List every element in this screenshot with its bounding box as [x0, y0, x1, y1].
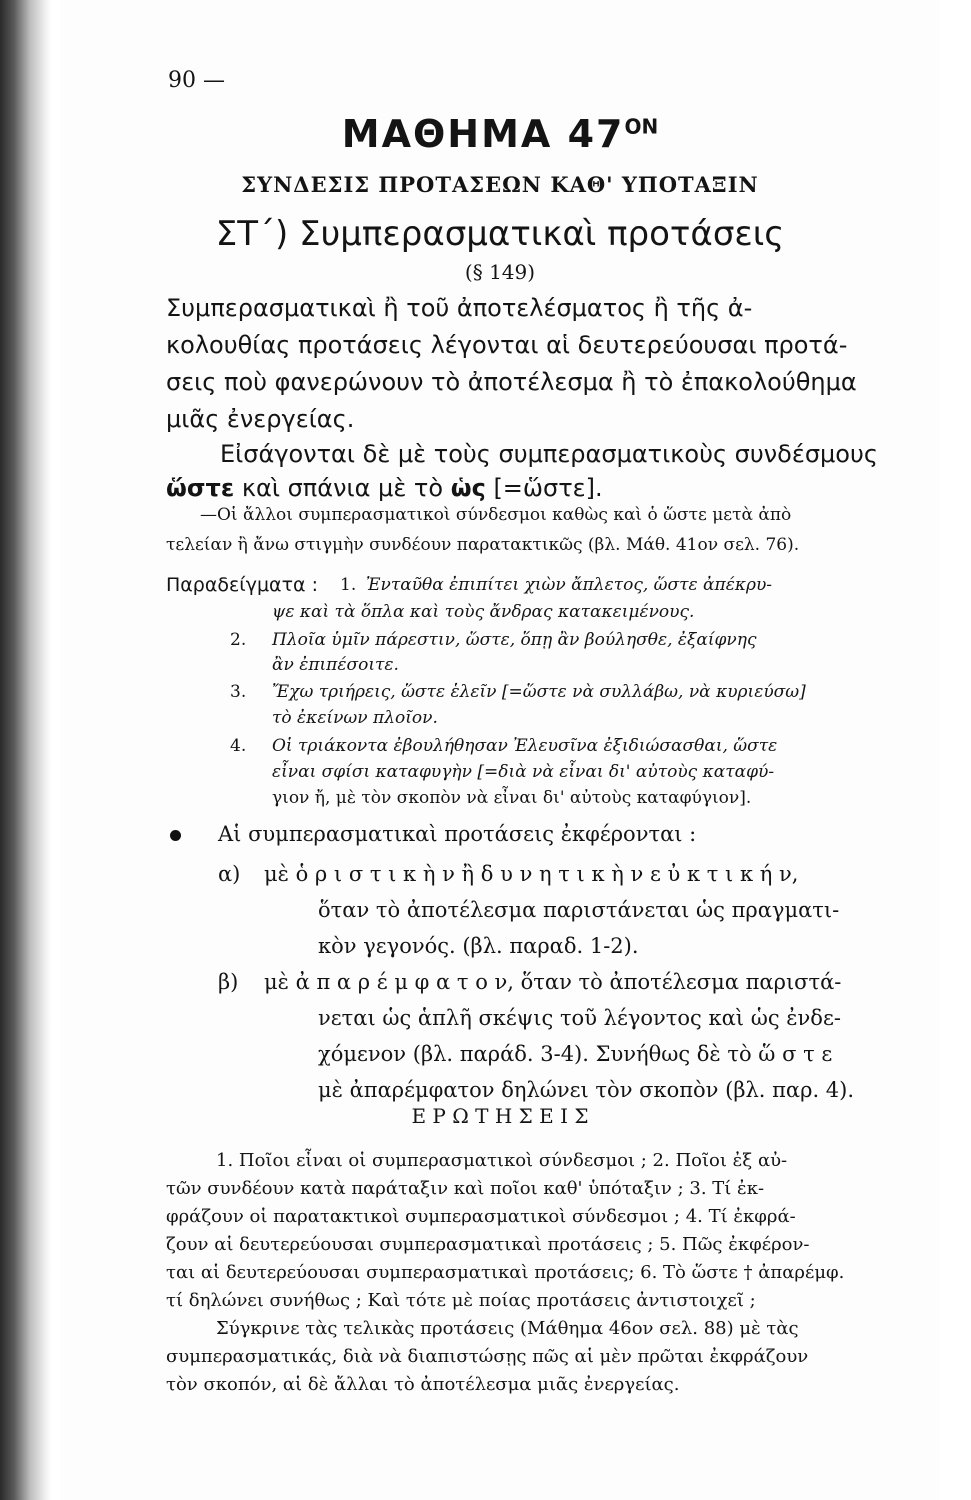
definition-line-4: μιᾶς ἐνεργείας. — [166, 405, 355, 433]
document-page — [60, 0, 940, 1500]
example-4-line-3: γιον ἤ, μὲ τὸν σκοπὸν νὰ εἶναι δι' αὐτοὺς καταφύγιον]. — [272, 788, 752, 808]
intro-line-2-bracket: [=ὥστε]. — [493, 474, 603, 502]
rule-a-line-2: ὅταν τὸ ἀποτέλεσμα παριστάνεται ὡς πραγματι- — [318, 898, 840, 922]
intro-line-1: Εἰσάγονται δὲ μὲ τοὺς συμπερασματικοὺς συνδέσμους — [220, 440, 878, 468]
question-line-7: Σύγκρινε τὰς τελικὰς προτάσεις (Μάθημα 46ον σελ. 88) μὲ τὰς — [216, 1318, 799, 1339]
definition-line-1 — [166, 290, 752, 326]
example-4-line-1: Οἱ τριάκοντα ἐβουλήθησαν Ἐλευσῖνα ἐξιδιώσασθαι, ὥστε — [272, 736, 778, 756]
definition-lead-word: Συμπερασματικαὶ — [166, 294, 376, 322]
rule-b-line-3: χόμενον (βλ. παράδ. 3-4). Συνήθως δὲ τὸ ὥ σ τ ε — [318, 1042, 833, 1066]
question-line-6: τί δηλώνει συνήθως ; Καὶ τότε μὲ ποίας προτάσεις ἀντιστοιχεῖ ; — [166, 1290, 756, 1311]
intro-line-2 — [166, 470, 603, 506]
example-3-line-2: τὸ ἐκείνων πλοῖον. — [272, 708, 438, 728]
question-line-5: ται αἱ δευτερεύουσαι συμπερασματικαὶ προτάσεις; 6. Τὸ ὥστε † ἀπαρέμφ. — [166, 1262, 845, 1283]
example-3-line-1: Ἔχω τριήρεις, ὥστε ἑλεῖν [=ὥστε νὰ συλλάβω, νὰ κυριεύσω] — [272, 682, 806, 702]
rule-a-label: α) — [218, 862, 241, 886]
page-binding-shadow — [0, 0, 52, 1500]
example-1-number: 1. — [340, 575, 357, 595]
rule-a-line-3: κὸν γεγονός. (βλ. παραδ. 1-2). — [318, 934, 639, 958]
lesson-title-superscript: ΟΝ — [624, 114, 659, 139]
example-1-line-2: ψε καὶ τὰ ὅπλα καὶ τοὺς ἄνδρας κατακειμένους. — [272, 602, 695, 622]
rule-a-line-1: μὲ ὁ ρ ι σ τ ι κ ὴ ν ἢ δ υ ν η τ ι κ ὴ ν ε ὐ κ τ ι κ ή ν, — [264, 862, 799, 886]
note-line-1: —Οἱ ἄλλοι συμπερασματικοὶ σύνδεσμοι καθὼς καὶ ὁ ὥστε μετὰ ἀπὸ — [200, 505, 792, 525]
questions-title: Ε Ρ Ω Τ Η Σ Ε Ι Σ — [411, 1104, 589, 1128]
page-number: 90 — — [168, 68, 225, 93]
rule-b-line-2: νεται ὡς ἁπλῆ σκέψις τοῦ λέγοντος καὶ ὡς ἐνδε- — [318, 1006, 841, 1030]
example-3-number: 3. — [230, 682, 247, 702]
example-2-line-2: ἂν ἐπιπέσοιτε. — [272, 655, 399, 675]
intro-conjunction-hoste: ὥστε — [166, 474, 235, 502]
section-title: ΣΤ΄) Συμπερασματικαὶ προτάσεις — [215, 214, 785, 254]
section-reference: (§ 149) — [464, 260, 536, 284]
question-line-8: συμπερασματικάς, διὰ νὰ διαπιστώσῃς πῶς αἱ μὲν πρῶται ἐκφράζουν — [166, 1346, 809, 1367]
rule-b-label: β) — [218, 970, 239, 994]
example-1-line-1: Ἐνταῦθα ἐπιπίτει χιὼν ἄπλετος, ὥστε ἀπέκρυ- — [366, 575, 773, 595]
examples-label: Παραδείγματα : — [166, 574, 318, 596]
question-line-9: τὸν σκοπόν, αἱ δὲ ἄλλαι τὸ ἀποτέλεσμα μιᾶς ἐνεργείας. — [166, 1374, 680, 1395]
intro-line-2-text: καὶ σπάνια μὲ τὸ — [241, 474, 444, 502]
definition-line-3: σεις ποὺ φανερώνουν τὸ ἀποτέλεσμα ἢ τὸ ἐπακολούθημα — [166, 368, 857, 396]
question-line-1: 1. Ποῖοι εἶναι οἱ συμπερασματικοὶ σύνδεσμοι ; 2. Ποῖοι ἐξ αὐ- — [216, 1150, 788, 1171]
rule-b-line-1: μὲ ἀ π α ρ έ μ φ α τ ο ν, ὅταν τὸ ἀποτέλεσμα παριστά- — [264, 970, 842, 994]
question-line-4: ζουν αἱ δευτερεύουσαι συμπερασματικαὶ προτάσεις ; 5. Πῶς ἐκφέρον- — [166, 1234, 810, 1255]
question-line-2: τῶν συνδέουν κατὰ παράταξιν καὶ ποῖοι καθ' ὑπόταξιν ; 3. Τί ἐκ- — [166, 1178, 765, 1199]
rule-b-line-4: μὲ ἀπαρέμφατον δηλώνει τὸν σκοπὸν (βλ. παρ. 4). — [318, 1078, 855, 1102]
chapter-subtitle: ΣΥΝΔΕΣΙΣ ΠΡΟΤΑΣΕΩΝ ΚΑΘ' ΥΠΟΤΑΞΙΝ — [241, 172, 759, 197]
example-2-line-1: Πλοῖα ὑμῖν πάρεστιν, ὥστε, ὅπῃ ἂν βούλησθε, ἐξαίφνης — [272, 630, 757, 650]
bullet-icon — [170, 830, 181, 841]
lesson-title-text: ΜΑΘΗΜΑ 47 — [341, 112, 625, 156]
example-2-number: 2. — [230, 630, 247, 650]
lesson-title — [60, 112, 940, 156]
intro-conjunction-hos: ὡς — [450, 474, 486, 502]
note-line-2: τελείαν ἢ ἄνω στιγμὴν συνδέουν παρατακτικῶς (βλ. Μάθ. 41ον σελ. 76). — [166, 535, 800, 555]
rule-intro: Αἱ συμπερασματικαὶ προτάσεις ἐκφέρονται : — [218, 822, 697, 846]
definition-line-2: κολουθίας προτάσεις λέγονται αἱ δευτερεύουσαι προτά- — [166, 331, 848, 359]
example-4-number: 4. — [230, 736, 247, 756]
question-line-3: φράζουν οἱ παρατακτικοὶ συμπερασματικοὶ σύνδεσμοι ; 4. Τί ἐκφρά- — [166, 1206, 796, 1227]
definition-line-1-text: ἢ τοῦ ἀποτελέσματος ἢ τῆς ἀ- — [383, 294, 753, 322]
example-4-line-2: εἶναι σφίσι καταφυγὴν [=διὰ νὰ εἶναι δι' αὐτοὺς καταφύ- — [272, 762, 775, 782]
